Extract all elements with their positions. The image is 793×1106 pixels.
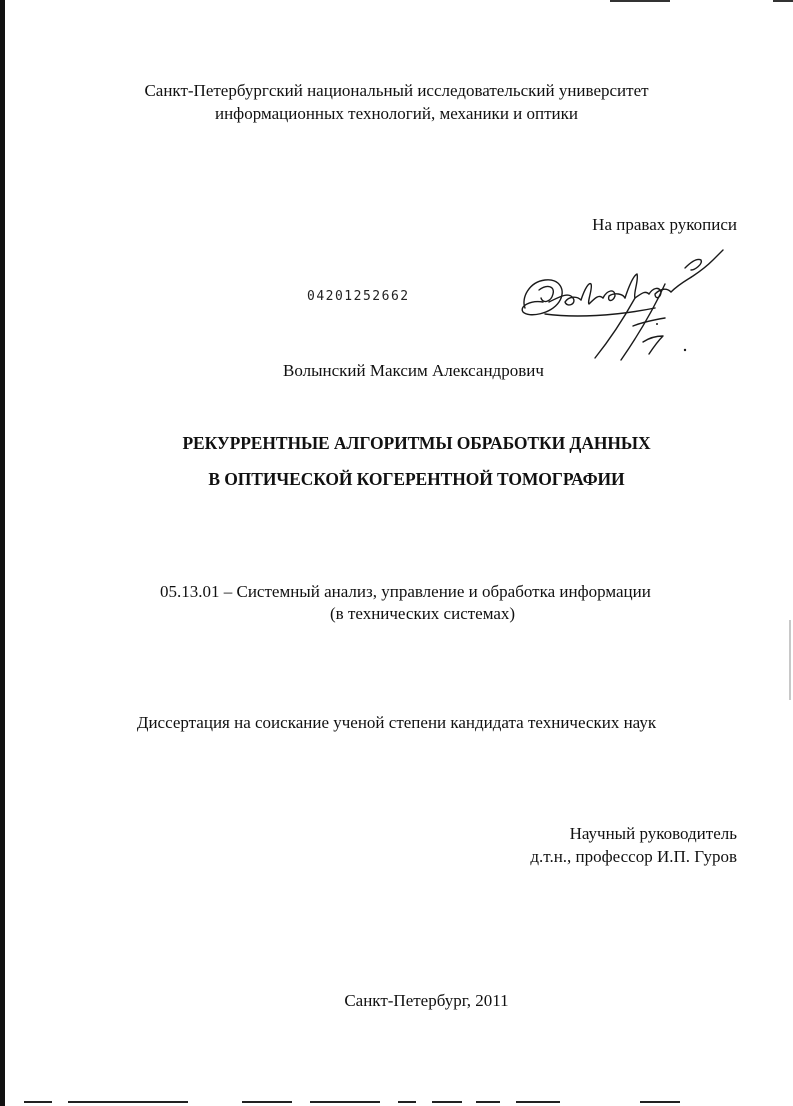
scan-bottom-mark (398, 1101, 416, 1103)
city-year: Санкт-Петербург, 2011 (344, 991, 509, 1010)
scan-top-mark (610, 0, 670, 2)
university-name-line1: Санкт-Петербургский национальный исследовательский университет (144, 81, 649, 100)
university-name-line2: информационных технологий, механики и оптики (214, 104, 578, 123)
dissertation-title-line1: РЕКУРРЕНТНЫЕ АЛГОРИТМЫ ОБРАБОТКИ ДАННЫХ (182, 433, 651, 453)
scan-left-edge (0, 0, 5, 1106)
scan-bottom-mark (24, 1101, 52, 1103)
scan-right-edge (789, 620, 791, 700)
scan-bottom-mark (310, 1101, 380, 1103)
dissertation-title-line2: В ОПТИЧЕСКОЙ КОГЕРЕНТНОЙ ТОМОГРАФИИ (208, 469, 625, 489)
supervisor-name: д.т.н., профессор И.П. Гуров (530, 847, 737, 866)
supervisor-role: Научный руководитель (569, 824, 737, 843)
scan-bottom-mark (68, 1101, 188, 1103)
author-name: Волынский Максим Александрович (283, 361, 544, 380)
scan-bottom-mark (640, 1101, 680, 1103)
specialty-code-line1: 05.13.01 – Системный анализ, управление и обработка информации (160, 582, 651, 601)
scan-top-mark (773, 0, 793, 2)
registration-number: 04201252662 (307, 289, 410, 304)
scan-bottom-mark (242, 1101, 292, 1103)
scan-bottom-mark (476, 1101, 500, 1103)
manuscript-note: На правах рукописи (592, 215, 737, 234)
specialty-code-line2: (в технических системах) (330, 604, 516, 623)
scan-bottom-mark (432, 1101, 462, 1103)
handwritten-signature-icon (515, 246, 730, 366)
degree-statement: Диссертация на соискание ученой степени кандидата технических наук (136, 713, 657, 732)
scan-bottom-mark (516, 1101, 560, 1103)
